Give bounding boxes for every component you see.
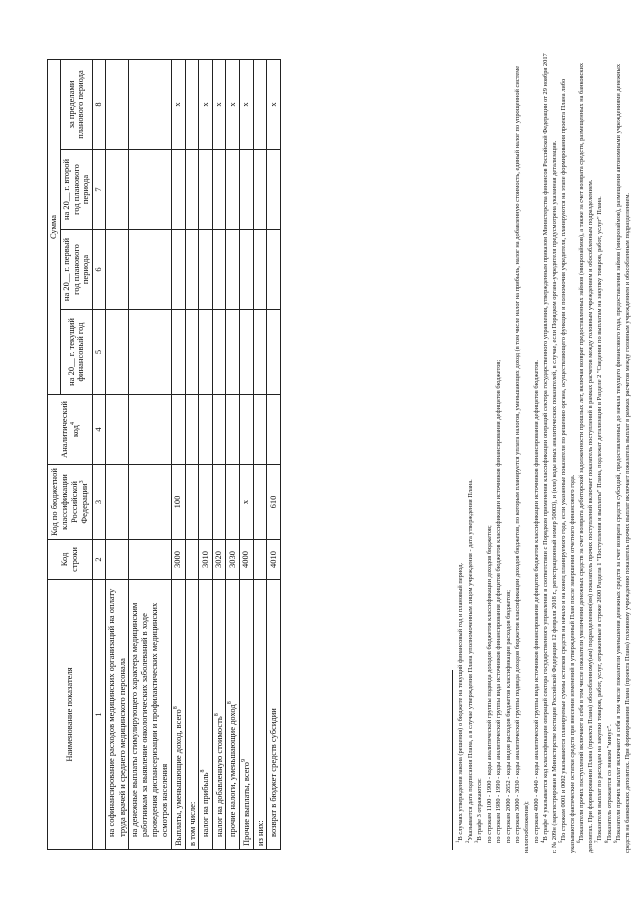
footnote: по строкам 1980 - 1990 - коды аналитической группы вида источников финансирования дефицитов бюджетов классификации источников финансирования дефицитов бюджетов; bbox=[495, 359, 503, 843]
table-row bbox=[212, 59, 226, 849]
row-period-3 bbox=[240, 150, 254, 230]
footnote: по строкам 1100 - 1900 - коды аналитической группы подвида доходов бюджетов классификации доходов бюджетов; bbox=[485, 525, 493, 843]
row-period-1 bbox=[226, 310, 240, 395]
header-kbk: Код по бюджетной классификации Российской Федерации$^3$ bbox=[48, 465, 93, 540]
row-analytic bbox=[199, 395, 213, 465]
col-num: 8 bbox=[93, 59, 106, 149]
row-period-2 bbox=[105, 230, 128, 310]
table-row bbox=[267, 59, 281, 849]
footnote: $^6$Показатели прочих поступлений включают в себя в том числе показатели увеличения денежных средств за счет возврата дебиторской задолженности прошлых лет, включая возврат предоставленных займов (микрозаймов), а также за счет возврата средств, размещенных на банковских депозитах. При формировании Плана (проекта Плана) обособленному(ым) подразделению(ям) показатель прочих поступлений включает показатель поступлений в рамках расчетов между головным учреждением и обособленным подразделением. bbox=[577, 62, 594, 853]
table-row bbox=[172, 59, 186, 849]
col-num: 3 bbox=[93, 465, 106, 540]
col-num: 5 bbox=[93, 310, 106, 395]
plan-table bbox=[47, 59, 281, 850]
row-kbk bbox=[226, 465, 240, 540]
footnote-divider bbox=[452, 670, 453, 850]
header-name: Наименование показателя bbox=[48, 580, 93, 850]
footnote: по строкам 2000 - 2652 - коды видов расходов бюджетов классификации расходов бюджетов; bbox=[505, 590, 513, 843]
row-analytic bbox=[267, 395, 281, 465]
row-period-4: x bbox=[172, 59, 186, 149]
row-analytic bbox=[172, 395, 186, 465]
row-period-4: x bbox=[267, 59, 281, 149]
header-code: Код строки bbox=[48, 540, 93, 580]
row-period-2 bbox=[240, 230, 254, 310]
row-name: на денежные выплаты стимулирующего характера медицинским работникам за выявление онкологических заболеваний в ходе проведения диспансеризации и профилактических медицинских осмотров населения bbox=[129, 580, 172, 850]
header-period-2: на 20__ г. первый год планового периода bbox=[60, 230, 92, 310]
row-period-2 bbox=[226, 230, 240, 310]
header-analytic: Аналитический код$^4$ bbox=[48, 395, 93, 465]
table-row bbox=[199, 59, 213, 849]
table-row bbox=[253, 59, 267, 849]
row-period-1 bbox=[267, 310, 281, 395]
table-row bbox=[240, 59, 254, 849]
row-period-1 bbox=[185, 310, 199, 395]
row-code: 4010 bbox=[267, 540, 281, 580]
row-analytic bbox=[129, 395, 172, 465]
row-period-1 bbox=[253, 310, 267, 395]
row-period-1 bbox=[212, 310, 226, 395]
row-code: 3010 bbox=[199, 540, 213, 580]
row-period-1 bbox=[240, 310, 254, 395]
row-period-2 bbox=[185, 230, 199, 310]
row-period-3 bbox=[253, 150, 267, 230]
footnotes bbox=[456, 53, 632, 853]
row-period-3 bbox=[172, 150, 186, 230]
row-code bbox=[253, 540, 267, 580]
col-num: 7 bbox=[93, 150, 106, 230]
row-code bbox=[185, 540, 199, 580]
col-num: 6 bbox=[93, 230, 106, 310]
row-period-4 bbox=[185, 59, 199, 149]
row-analytic bbox=[226, 395, 240, 465]
row-kbk bbox=[185, 465, 199, 540]
table-body bbox=[105, 59, 280, 849]
row-kbk: x bbox=[240, 465, 254, 540]
row-period-2 bbox=[253, 230, 267, 310]
col-num: 1 bbox=[93, 580, 106, 850]
row-analytic bbox=[185, 395, 199, 465]
header-period-4: за пределами планового периода bbox=[60, 59, 92, 149]
row-period-3 bbox=[199, 150, 213, 230]
row-period-4: x bbox=[240, 59, 254, 149]
footnote: $^4$В графе 4 указывается код классификации операций сектора государственного управления в соответствии с Порядком применения классификации операций сектора государственного управления, утвержденным приказом Министерства финансов Российской Федерации от 29 ноября 2017 г. № 209н (зарегистрирован в Министерстве юстиции Российской Федерации 12 февраля 2018 г., регистрационный номер 50003), и (или) коды иных аналитических показателей, в случае, если Порядком органа-учредителя предусмотрена указанная детализация. bbox=[541, 53, 558, 853]
row-name: прочие налоги, уменьшающие доход$^8$ bbox=[226, 580, 240, 850]
footnote: $^1$В случаях утверждения закона (решения) о бюджете на текущий финансовый год и плановый период. bbox=[456, 562, 465, 843]
footnote: $^5$По строкам 0001 и 0002 указываются планируемые суммы остатков средств на начало и на конец планируемого года, если указанные показатели по решению органа, осуществляющего функции и полномочия учредителя, планируются на этапе формирования проекта Плана либо указываются фактические остатки средств при внесении изменений в утвержденный План после завершения отчетного финансового года. bbox=[559, 78, 576, 853]
row-period-3 bbox=[267, 150, 281, 230]
row-code bbox=[129, 540, 172, 580]
row-period-3 bbox=[185, 150, 199, 230]
row-period-3 bbox=[212, 150, 226, 230]
row-period-4 bbox=[253, 59, 267, 149]
row-period-3 bbox=[105, 150, 128, 230]
row-kbk bbox=[253, 465, 267, 540]
row-period-4: x bbox=[226, 59, 240, 149]
row-period-4: x bbox=[212, 59, 226, 149]
footnote: $^9$Показатели прочих выплат включают в себя в том числе показатели уменьшения денежных средств за счет возврата средств субсидий, предоставленных до начала текущего финансового года, предоставления займов (микрозаймов), размещения автономными учреждениями денежных средств на банковских депозитах. При формировании Плана (проекта Плана) головному учреждению показатель прочих выплат включает показатель выплат в рамках расчетов между головным учреждением и обособленным подразделением. bbox=[614, 63, 631, 853]
row-kbk: 610 bbox=[267, 465, 281, 540]
row-period-3 bbox=[226, 150, 240, 230]
row-name: Выплаты, уменьшающие доход, всего$^8$ bbox=[172, 580, 186, 850]
row-period-3 bbox=[129, 150, 172, 230]
row-period-4 bbox=[105, 59, 128, 149]
row-code: 3000 bbox=[172, 540, 186, 580]
table-row bbox=[129, 59, 172, 849]
col-num: 4 bbox=[93, 395, 106, 465]
row-name: возврат в бюджет средств субсидии bbox=[267, 580, 281, 850]
row-period-1 bbox=[199, 310, 213, 395]
row-kbk bbox=[199, 465, 213, 540]
header-sum: Сумма bbox=[48, 59, 61, 394]
row-period-1 bbox=[105, 310, 128, 395]
header-period-3: на 20__ г. второй год планового периода bbox=[60, 150, 92, 230]
row-period-2 bbox=[212, 230, 226, 310]
row-kbk bbox=[105, 465, 128, 540]
row-analytic bbox=[253, 395, 267, 465]
row-name: на софинансирование расходов медицинских организаций на оплату труда врачей и среднего медицинского персонала bbox=[105, 580, 128, 850]
row-analytic bbox=[105, 395, 128, 465]
row-name: Прочие выплаты, всего$^9$ bbox=[240, 580, 254, 850]
row-name: налог на прибыль$^8$ bbox=[199, 580, 213, 850]
row-kbk bbox=[129, 465, 172, 540]
footnote: $^2$Указывается дата подписания Плана, а в случае утверждения Плана уполномоченным лицом учреждения - дата утверждения Плана. bbox=[465, 479, 474, 843]
row-period-1 bbox=[172, 310, 186, 395]
row-analytic bbox=[240, 395, 254, 465]
footnote: $^3$В графе 3 отражаются: bbox=[475, 778, 484, 843]
header-period-1: на 20__ г. текущий финансовый год bbox=[60, 310, 92, 395]
row-name: в том числе: bbox=[185, 580, 199, 850]
col-num: 2 bbox=[93, 540, 106, 580]
row-period-2 bbox=[172, 230, 186, 310]
row-period-1 bbox=[129, 310, 172, 395]
row-period-4: x bbox=[199, 59, 213, 149]
row-analytic bbox=[212, 395, 226, 465]
row-code bbox=[105, 540, 128, 580]
row-period-4 bbox=[129, 59, 172, 149]
table-row bbox=[105, 59, 128, 849]
row-kbk: 100 bbox=[172, 465, 186, 540]
table-row bbox=[226, 59, 240, 849]
row-name: налог на добавленную стоимость$^8$ bbox=[212, 580, 226, 850]
footnote: по строкам 3000 - 3030 - коды аналитической группы подвида доходов бюджетов классификации доходов бюджетов, по которым планируется уплата налогов, уменьшающих доход (в том числе налог на прибыль, налог на добавленную стоимость, единый налог по упрощенной системе налогообложения); bbox=[514, 65, 531, 853]
table-row bbox=[185, 59, 199, 849]
row-period-2 bbox=[267, 230, 281, 310]
row-code: 3020 bbox=[212, 540, 226, 580]
footnote: $^7$Показатели выплат по расходам на закупки товаров, работ, услуг, отраженные в строке 2600 Раздела 1 "Поступления и выплаты" Плана, подлежат детализации в Разделе 2 "Сведения по выплатам на закупку товаров, работ, услуг" Плана. bbox=[595, 196, 604, 843]
row-period-2 bbox=[129, 230, 172, 310]
row-code: 4000 bbox=[240, 540, 254, 580]
row-period-2 bbox=[199, 230, 213, 310]
row-name: из них: bbox=[253, 580, 267, 850]
footnote: $^8$Показатель отражается со знаком "минус". bbox=[604, 724, 613, 843]
row-code: 3030 bbox=[226, 540, 240, 580]
row-kbk bbox=[212, 465, 226, 540]
footnote: по строкам 4000 - 4040 - коды аналитической группы вида источников финансирования дефицитов бюджетов классификации источников финансирования дефицитов бюджетов. bbox=[532, 359, 540, 843]
